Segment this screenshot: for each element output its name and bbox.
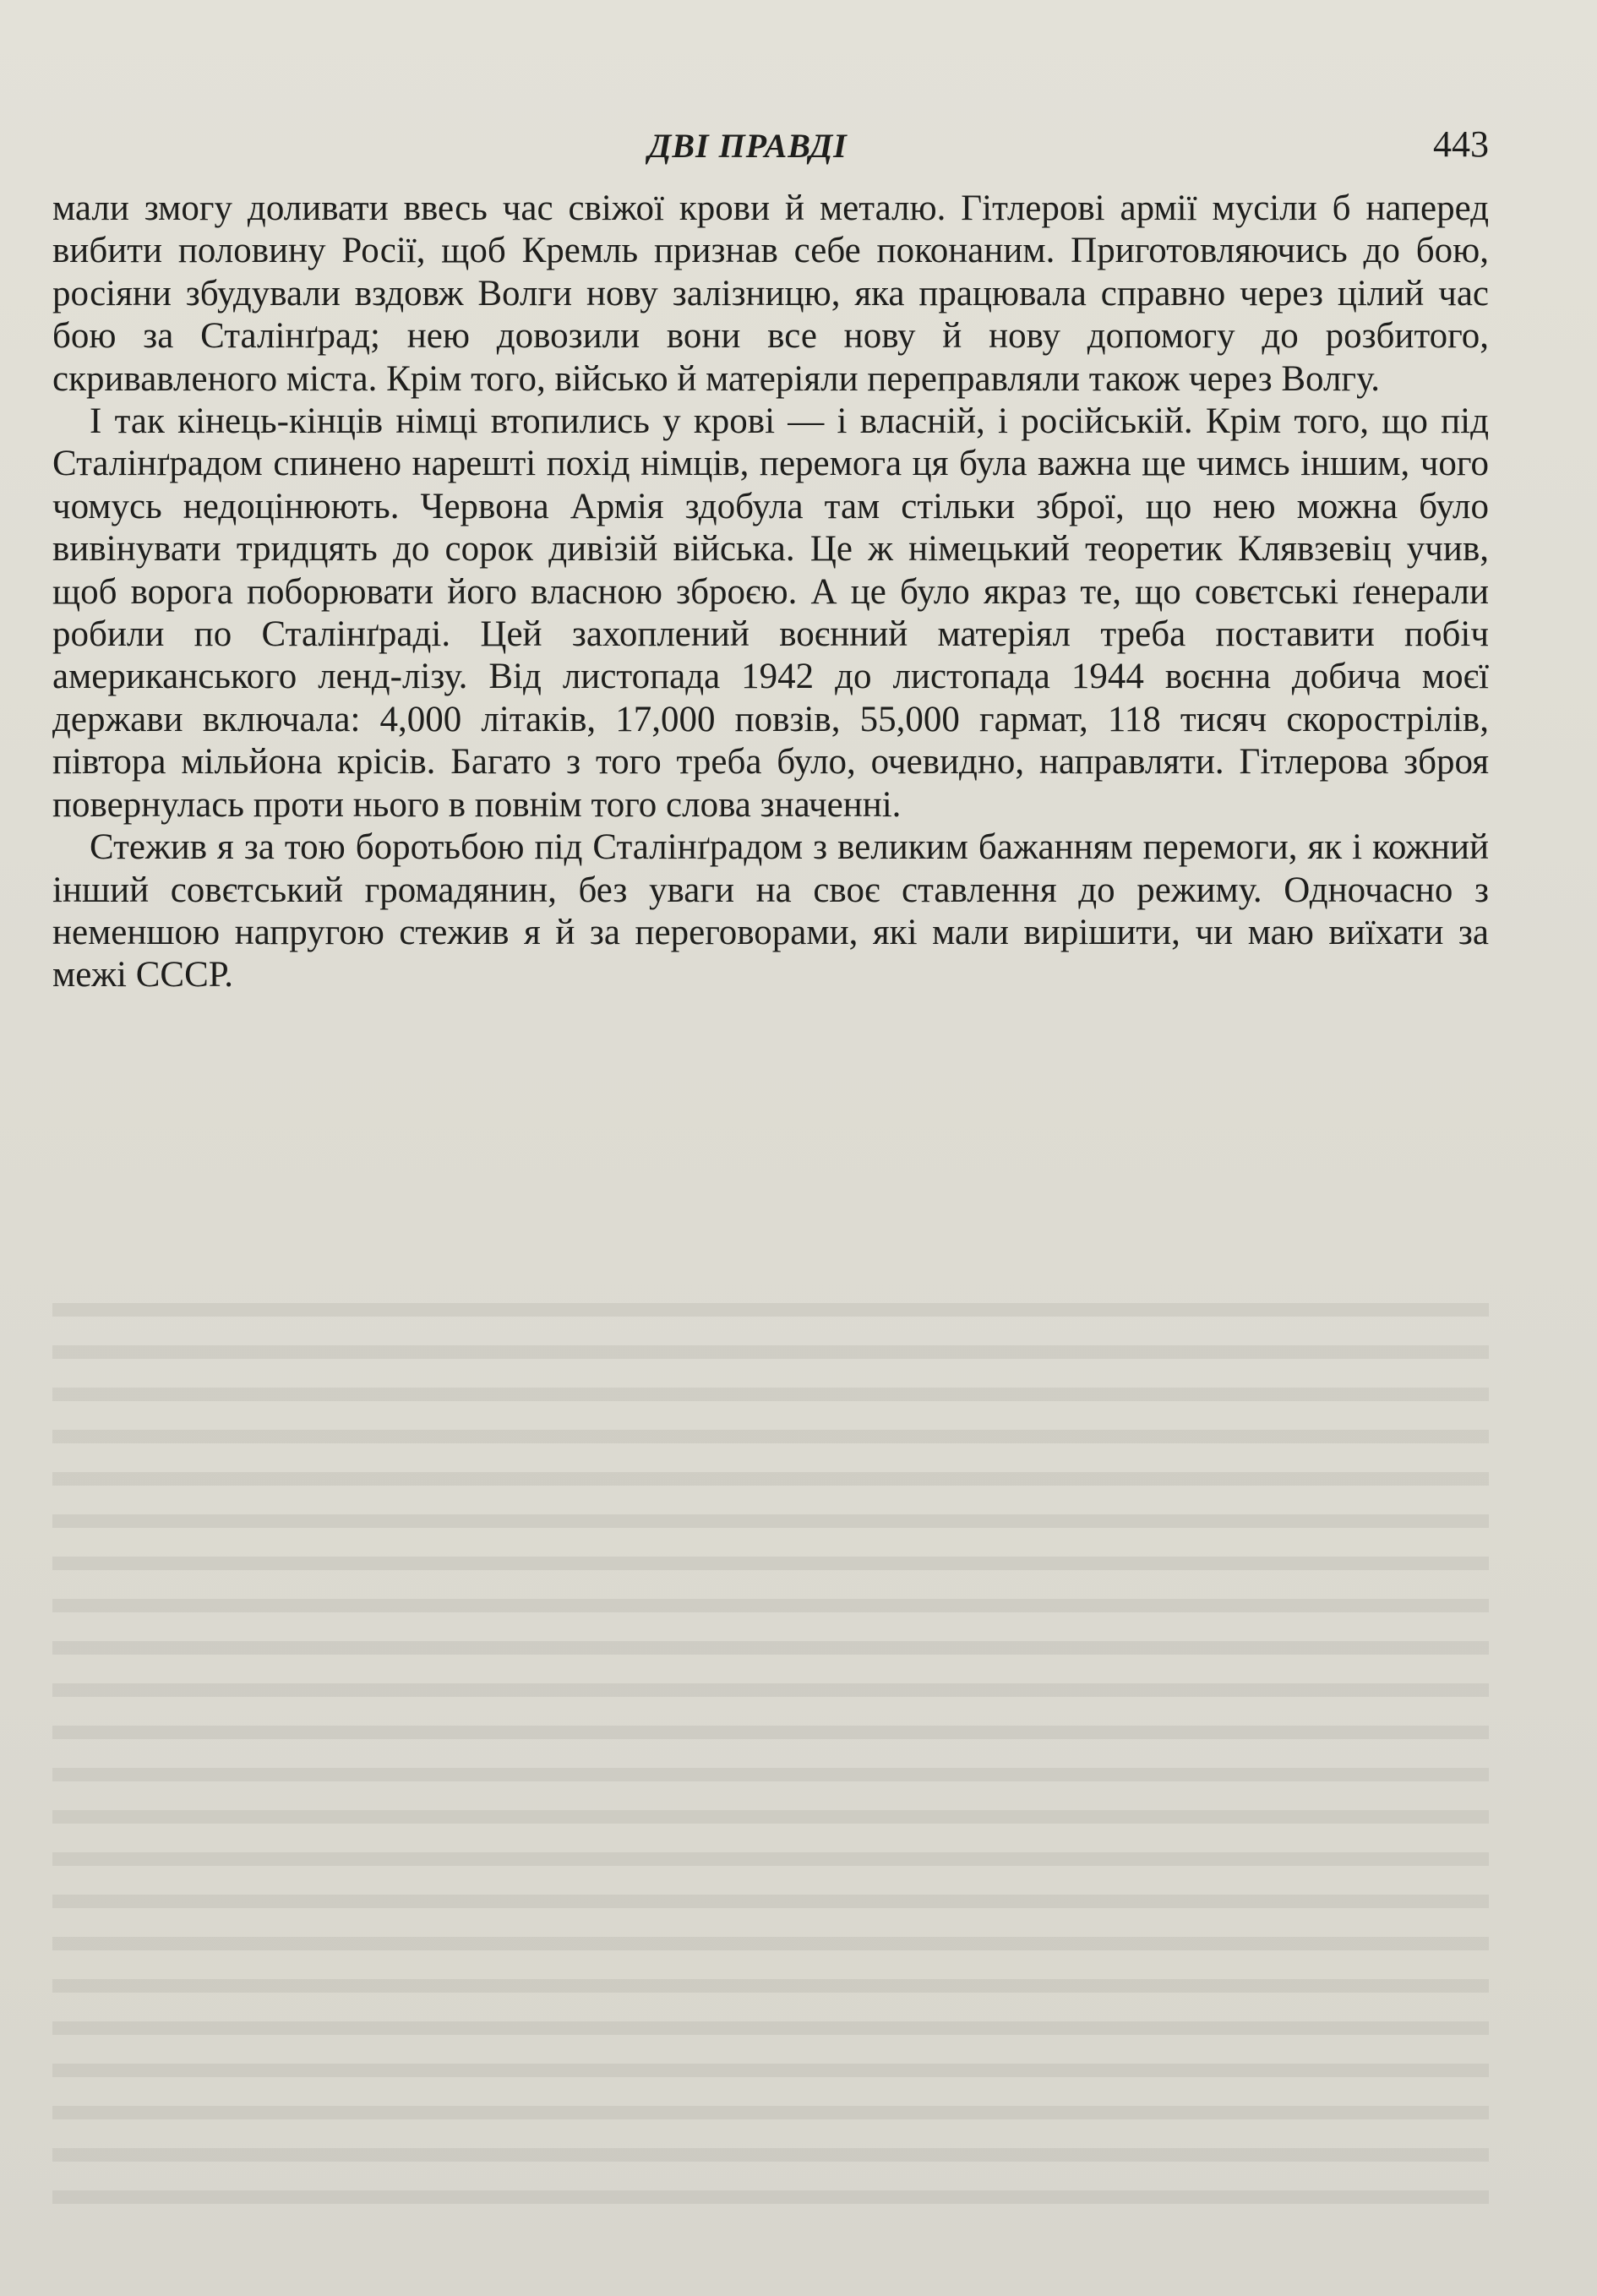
running-title: ДВІ ПРАВДІ bbox=[648, 127, 848, 165]
paragraph-2: І так кінець-кінців німці втопились у крові — і власній, і російській. Крім того, що під Сталінґрадом спинено нарешті похід німців, перемога ця була важна ще чимсь іншим, чого чомусь недоцінюють. Червона Армія здобула там стільки зброї, що нею можна було вивінувати тридцять до сорок дивізій війська. Це ж німецький теоретик Клявзевіц учив, щоб ворога поборювати його власною зброєю. А це було якраз те, що совєтські ґенерали робили по Сталінґраді. Цей захоплений воєнний матеріял треба поставити побіч американського ленд-лізу. Від листопада 1942 до листопада 1944 воєнна добича моєї держави включала: 4,000 літаків, 17,000 повзів, 55,000 гармат, 118 тисяч скорострілів, півтора мільйона крісів. Багато з того треба було, очевидно, направляти. Гітлерова зброя повернулась проти нього в повнім того слова значенні. bbox=[52, 401, 1489, 825]
page-number: 443 bbox=[1433, 123, 1489, 165]
paragraph-3: Стежив я за тою боротьбою під Сталінґрадом з великим бажанням перемоги, як і кожний інший совєтський громадянин, без уваги на своє ставлення до режиму. Одночасно з неменшою напругою стежив я й за переговорами, які мали вирішити, чи маю виїхати за межі СССР. bbox=[52, 827, 1489, 995]
paragraph-1: мали змогу доливати ввесь час свіжої крови й металю. Гітлерові армії мусіли б наперед вибити половину Росії, щоб Кремль признав себе поконаним. Приготовляючись до бою, росіяни збудували вздовж Волги нову залізницю, яка працювала справно через цілий час бою за Сталінґрад; нею довозили вони все нову й нову допомогу до розбитого, скривавленого міста. Крім того, військо й матеріяли переправляли також через Волгу. bbox=[52, 188, 1489, 399]
page-header bbox=[52, 123, 1489, 173]
show-through-text-shadow bbox=[52, 1284, 1489, 2214]
body-text bbox=[52, 188, 1489, 997]
